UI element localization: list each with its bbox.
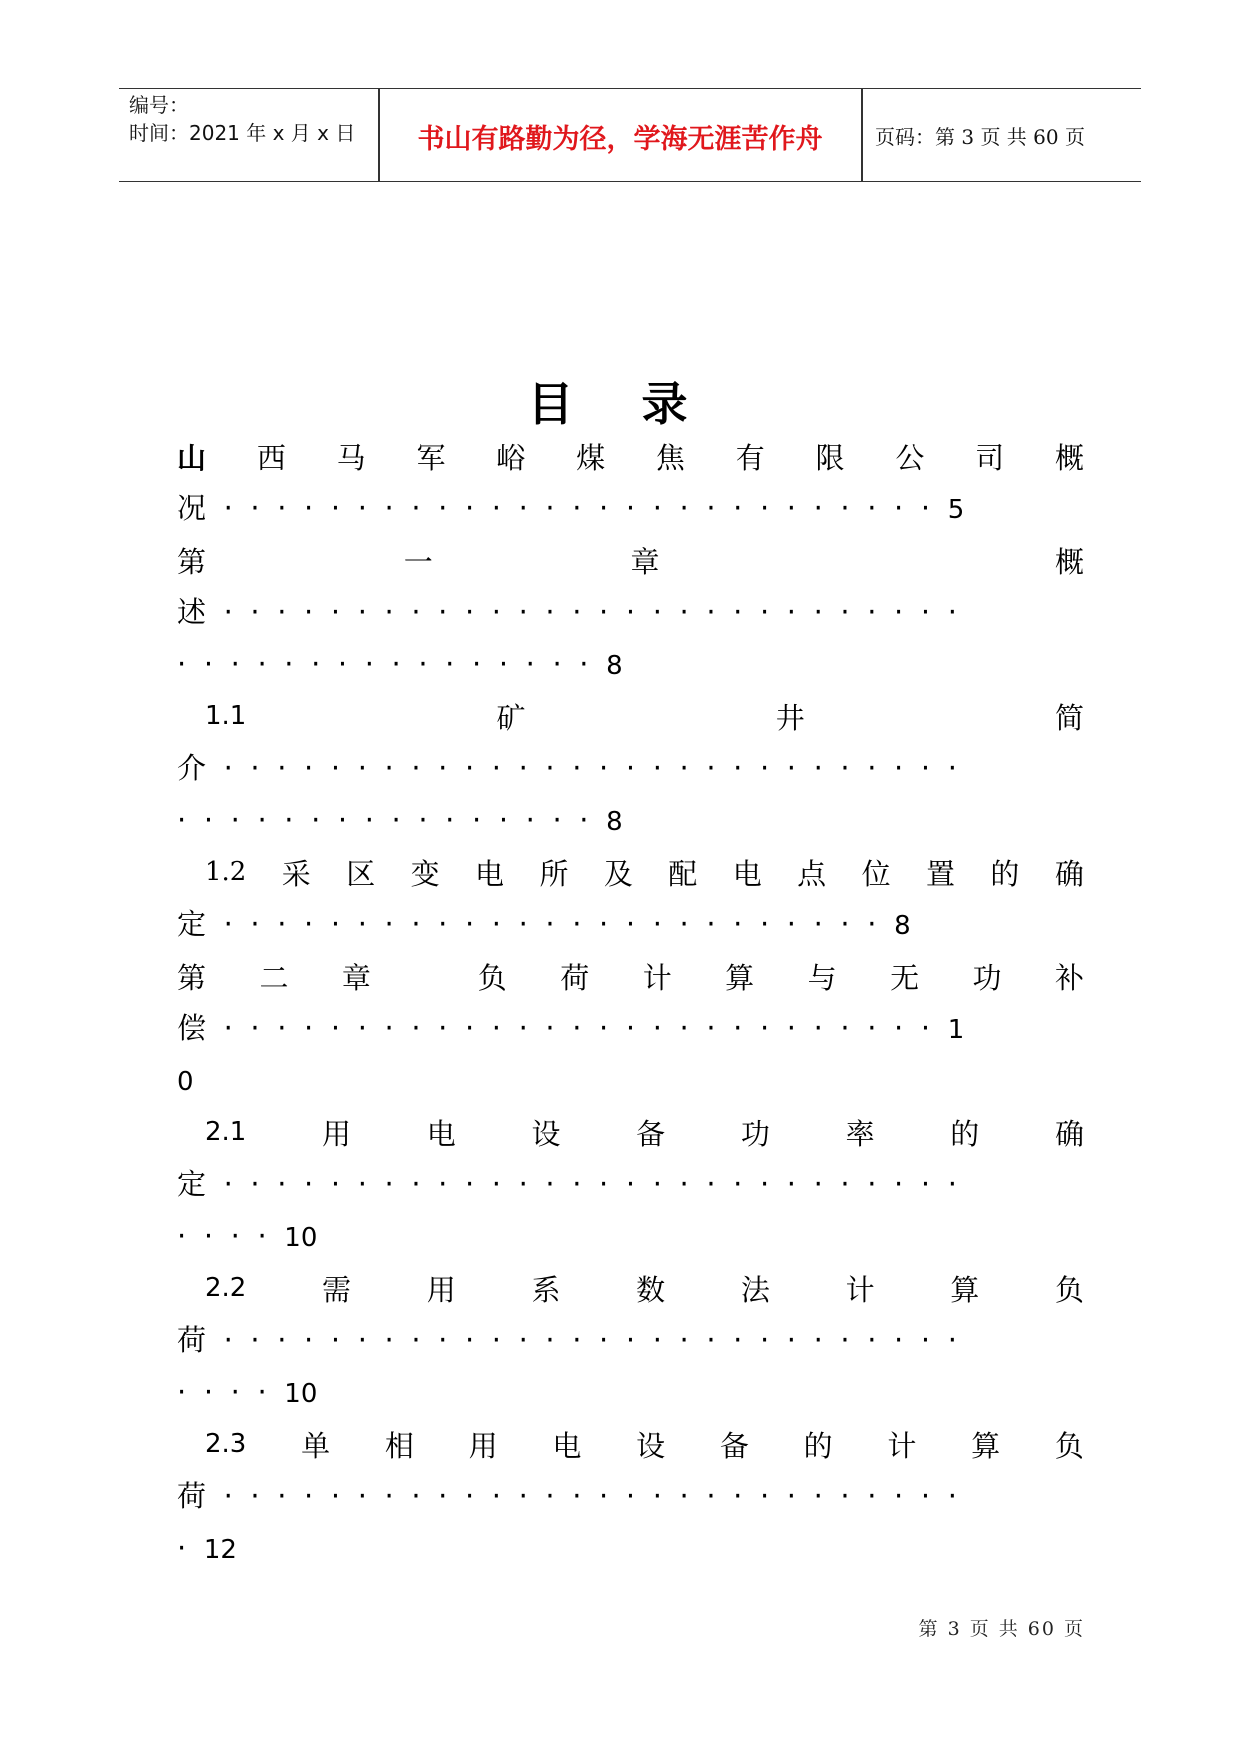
toc-leader: 定····························: [177, 1167, 975, 1201]
toc-page-number: 8: [606, 807, 623, 837]
header-divider: [861, 89, 863, 181]
toc-leader: ················8: [177, 803, 623, 837]
toc-leader: ····10: [177, 1375, 318, 1409]
toc-entry-text-line: 1.2 采 区 变 电 所 及 配 电 点 位 置 的 确: [205, 856, 1084, 891]
toc-leader: 0: [177, 1067, 194, 1097]
toc-leader: ················8: [177, 647, 623, 681]
toc-page-number: 8: [894, 911, 911, 941]
toc-leader: ····10: [177, 1219, 318, 1253]
toc-entry-text-line: 2.2 需 用 系 数 法 计 算 负: [205, 1272, 1084, 1307]
toc-page-number: 12: [203, 1535, 237, 1565]
document-date-label: 时间：2021 年 x 月 x 日: [129, 121, 356, 145]
toc-page-number: 5: [947, 495, 965, 525]
toc-leader: 偿···························1: [177, 1011, 965, 1045]
toc-entry-text-line: 山 西 马 军 峪 煤 焦 有 限 公 司 概: [177, 440, 1084, 475]
toc-leader: 介····························: [177, 751, 975, 785]
toc-entry-text-line: 1.1 矿 井 简: [205, 700, 1084, 735]
toc-leader: 荷····························: [177, 1479, 975, 1513]
toc-entry-text-line: 2.3 单 相 用 电 设 备 的 计 算 负: [205, 1428, 1084, 1463]
toc-leader: 荷····························: [177, 1323, 975, 1357]
toc-entry-text-line: 第 一 章 概: [177, 544, 1084, 579]
toc-page-number: 10: [284, 1379, 318, 1409]
header-meta: [129, 91, 355, 147]
toc-page-number: 10: [284, 1223, 318, 1253]
toc-leader: 定·························8: [177, 907, 911, 941]
toc-leader: ·12: [177, 1531, 237, 1565]
toc-title: 目 录: [527, 377, 714, 431]
toc-page-number: 8: [606, 651, 623, 681]
page-footer: 第 3 页 共 60 页: [918, 1618, 1085, 1640]
header-page-indicator: 页码：第 3 页 共 60 页: [875, 125, 1085, 149]
toc-leader: 述····························: [177, 595, 975, 629]
toc-entry-text-line: 2.1 用 电 设 备 功 率 的 确: [205, 1116, 1084, 1151]
header-motto: 书山有路勤为径，学海无涯苦作舟: [417, 124, 823, 155]
toc-leader: 况···························5: [177, 491, 965, 525]
toc-entry-text-line: 第 二 章 负 荷 计 算 与 无 功 补: [177, 960, 1084, 995]
page-header: [119, 88, 1141, 182]
document-number-label: 编号：: [129, 93, 189, 117]
